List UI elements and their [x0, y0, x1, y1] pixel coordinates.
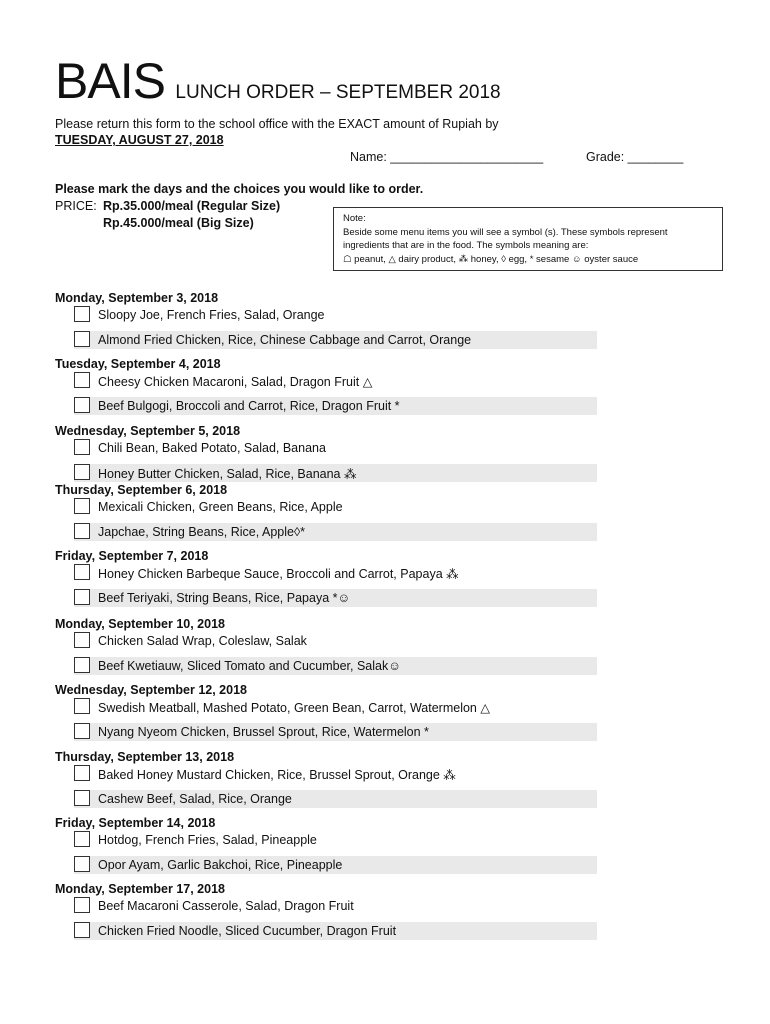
- form-heading: LUNCH ORDER – SEPTEMBER 2018: [175, 82, 501, 103]
- menu-option[interactable]: [74, 372, 597, 390]
- menu-option[interactable]: [74, 831, 597, 849]
- menu-option-label: Honey Butter Chicken, Salad, Rice, Banana ⁂: [98, 467, 357, 481]
- menu-option-label: Swedish Meatball, Mashed Potato, Green Bean, Carrot, Watermelon △: [98, 701, 490, 715]
- menu-option-label: Nyang Nyeom Chicken, Brussel Sprout, Rice, Watermelon *: [98, 725, 429, 739]
- day-heading: Thursday, September 6, 2018: [55, 483, 228, 497]
- menu-option-label: Chicken Salad Wrap, Coleslaw, Salak: [98, 634, 307, 648]
- menu-option-label: Chicken Fried Noodle, Sliced Cucumber, Dragon Fruit: [98, 924, 397, 938]
- menu-option-label: Beef Bulgogi, Broccoli and Carrot, Rice, Dragon Fruit *: [98, 399, 400, 413]
- order-checkbox[interactable]: [74, 723, 90, 739]
- day-heading: Thursday, September 13, 2018: [55, 750, 235, 764]
- price-regular: Rp.35.000/meal (Regular Size): [103, 199, 281, 213]
- order-checkbox[interactable]: [74, 498, 90, 514]
- order-checkbox[interactable]: [74, 397, 90, 413]
- note-title: Note:: [343, 213, 366, 224]
- day-heading: Wednesday, September 5, 2018: [55, 424, 241, 438]
- deadline-date: TUESDAY, AUGUST 27, 2018: [55, 133, 224, 147]
- order-checkbox[interactable]: [74, 765, 90, 781]
- order-checkbox[interactable]: [74, 523, 90, 539]
- menu-option[interactable]: [74, 498, 597, 516]
- menu-option[interactable]: [74, 897, 597, 915]
- order-checkbox[interactable]: [74, 698, 90, 714]
- menu-option-label: Baked Honey Mustard Chicken, Rice, Brussel Sprout, Orange ⁂: [98, 768, 456, 782]
- menu-option[interactable]: [74, 922, 597, 940]
- order-instruction: Please mark the days and the choices you would like to order.: [55, 182, 424, 196]
- menu-option-label: Beef Teriyaki, String Beans, Rice, Papaya *☺: [98, 591, 351, 605]
- day-heading: Tuesday, September 4, 2018: [55, 357, 221, 371]
- menu-option-label: Beef Macaroni Casserole, Salad, Dragon Fruit: [98, 899, 354, 913]
- menu-option-label: Almond Fried Chicken, Rice, Chinese Cabbage and Carrot, Orange: [98, 333, 472, 347]
- menu-option-label: Cashew Beef, Salad, Rice, Orange: [98, 792, 292, 806]
- menu-option[interactable]: [74, 464, 597, 482]
- menu-option[interactable]: [74, 698, 597, 716]
- school-brand: BAIS: [55, 53, 165, 109]
- day-heading: Monday, September 17, 2018: [55, 882, 225, 896]
- day-heading: Friday, September 14, 2018: [55, 816, 216, 830]
- grade-field[interactable]: Grade: ________: [586, 150, 684, 164]
- menu-option-label: Mexicali Chicken, Green Beans, Rice, Apple: [98, 500, 343, 514]
- menu-option[interactable]: [74, 397, 597, 415]
- menu-option[interactable]: [74, 765, 597, 783]
- order-checkbox[interactable]: [74, 589, 90, 605]
- order-checkbox[interactable]: [74, 439, 90, 455]
- menu-option[interactable]: [74, 523, 597, 541]
- menu-option-label: Beef Kwetiauw, Sliced Tomato and Cucumber, Salak☺: [98, 659, 401, 673]
- menu-option-label: Cheesy Chicken Macaroni, Salad, Dragon Fruit △: [98, 375, 373, 389]
- allergen-note-box: [333, 207, 723, 271]
- price-big: Rp.45.000/meal (Big Size): [103, 216, 254, 230]
- menu-option[interactable]: [74, 439, 597, 457]
- note-symbol-legend: ☖ peanut, △ dairy product, ⁂ honey, ◊ egg, * sesame ☺ oyster sauce: [343, 253, 639, 265]
- menu-option-label: Sloopy Joe, French Fries, Salad, Orange: [98, 308, 325, 322]
- day-heading: Wednesday, September 12, 2018: [55, 683, 247, 697]
- menu-option[interactable]: [74, 790, 597, 808]
- menu-option[interactable]: [74, 306, 597, 324]
- menu-option[interactable]: [74, 657, 597, 675]
- order-checkbox[interactable]: [74, 922, 90, 938]
- menu-option[interactable]: [74, 856, 597, 874]
- price-label: PRICE:: [55, 199, 97, 213]
- menu-option[interactable]: [74, 331, 597, 349]
- order-checkbox[interactable]: [74, 632, 90, 648]
- return-instruction: Please return this form to the school office with the EXACT amount of Rupiah by: [55, 117, 499, 131]
- order-checkbox[interactable]: [74, 790, 90, 806]
- order-checkbox[interactable]: [74, 657, 90, 673]
- note-line-1: Beside some menu items you will see a symbol (s). These symbols represent: [343, 226, 668, 238]
- menu-option-label: Opor Ayam, Garlic Bakchoi, Rice, Pineapple: [98, 858, 343, 872]
- menu-option[interactable]: [74, 723, 597, 741]
- menu-option-label: Honey Chicken Barbeque Sauce, Broccoli and Carrot, Papaya ⁂: [98, 567, 459, 581]
- menu-option-label: Chili Bean, Baked Potato, Salad, Banana: [98, 441, 326, 455]
- menu-option[interactable]: [74, 589, 597, 607]
- order-checkbox[interactable]: [74, 856, 90, 872]
- order-checkbox[interactable]: [74, 464, 90, 480]
- order-checkbox[interactable]: [74, 831, 90, 847]
- menu-option[interactable]: [74, 632, 597, 650]
- order-checkbox[interactable]: [74, 564, 90, 580]
- day-heading: Monday, September 3, 2018: [55, 291, 219, 305]
- order-checkbox[interactable]: [74, 331, 90, 347]
- order-checkbox[interactable]: [74, 897, 90, 913]
- day-heading: Monday, September 10, 2018: [55, 617, 225, 631]
- menu-option-label: Hotdog, French Fries, Salad, Pineapple: [98, 833, 317, 847]
- menu-option-label: Japchae, String Beans, Rice, Apple◊*: [98, 525, 305, 539]
- day-heading: Friday, September 7, 2018: [55, 549, 209, 563]
- note-line-2: ingredients that are in the food. The symbols meaning are:: [343, 240, 589, 251]
- name-field[interactable]: Name: ______________________: [350, 150, 544, 164]
- menu-option[interactable]: [74, 564, 597, 582]
- order-checkbox[interactable]: [74, 372, 90, 388]
- order-checkbox[interactable]: [74, 306, 90, 322]
- form-title: [55, 52, 501, 110]
